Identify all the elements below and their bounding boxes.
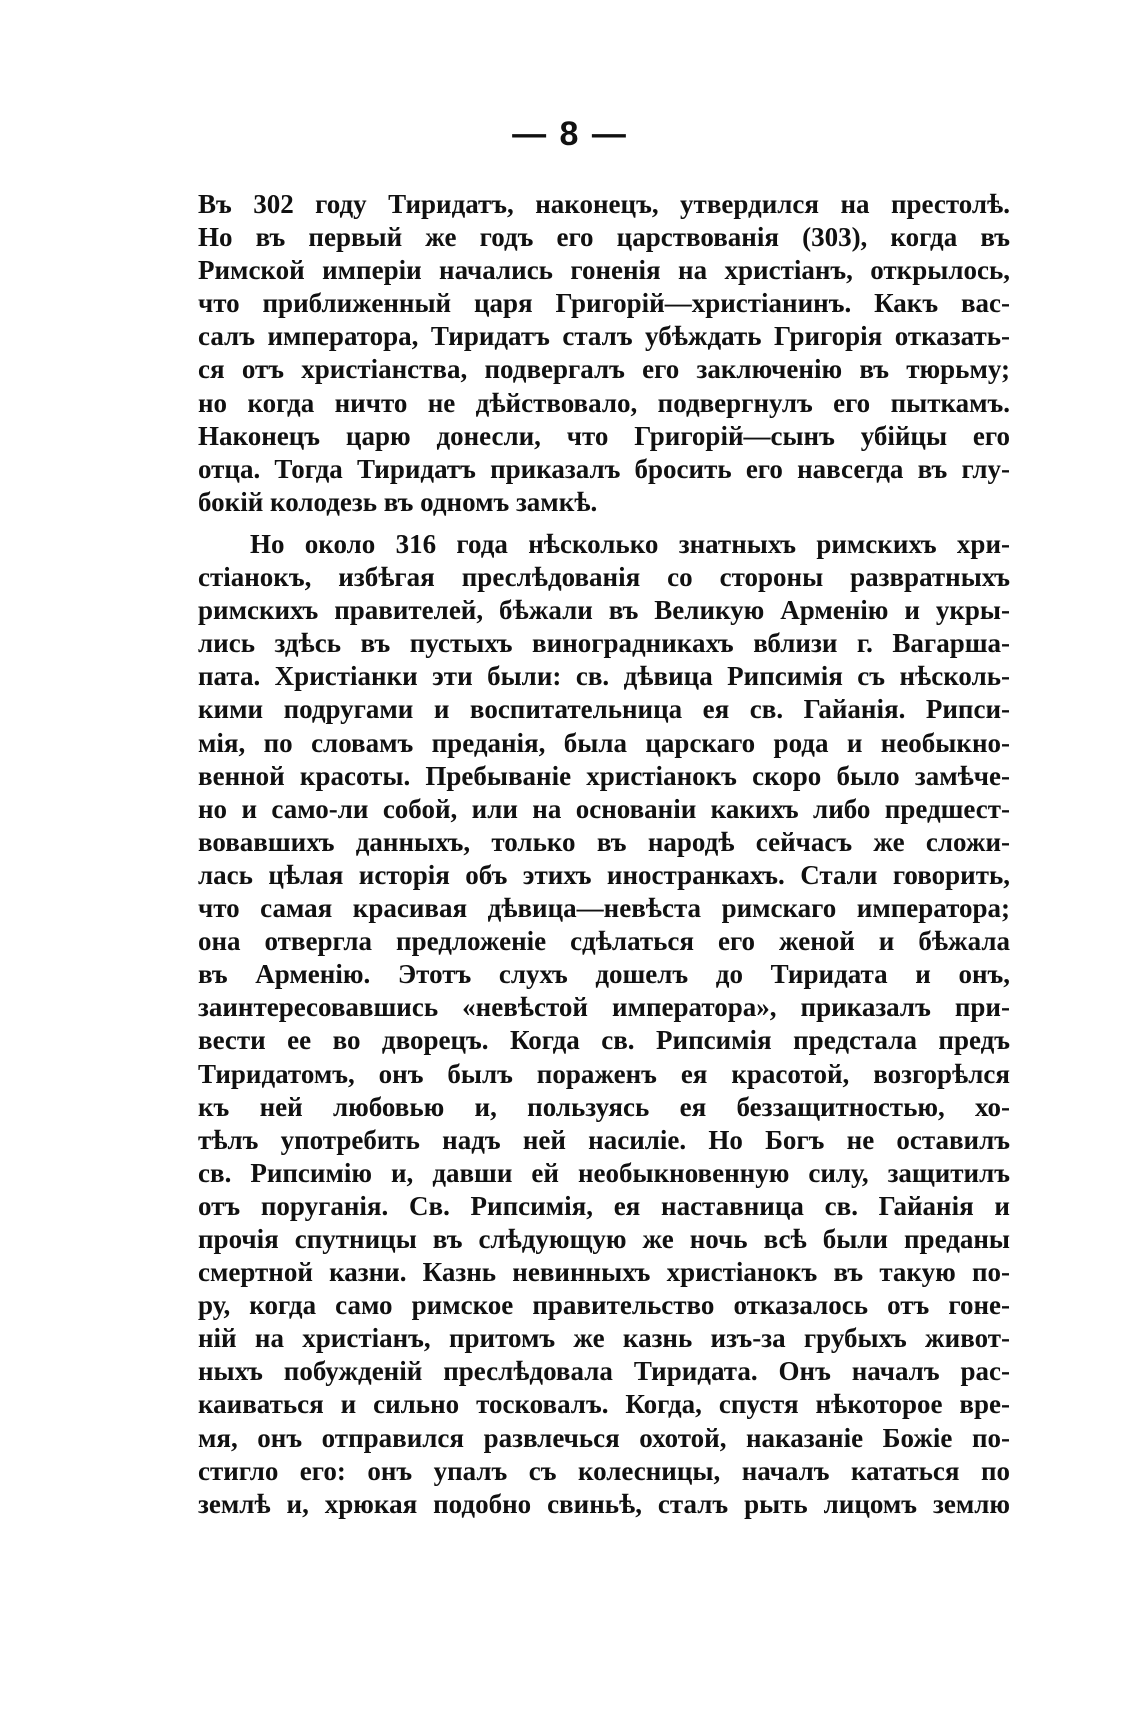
paragraph-line: къ ней любовью и, пользуясь ея беззащитностью, хо- xyxy=(198,1091,1010,1122)
paragraph-line: что приближенный царя Григорій—христіанинъ. Какъ вас- xyxy=(198,288,1010,319)
paragraph-line: венной красоты. Пребываніе христіанокъ скоро было замѣче- xyxy=(198,760,1010,791)
paragraph-2 xyxy=(198,528,1010,1521)
paragraph-line: Наконецъ царю донесли, что Григорій—сынъ убійцы его xyxy=(198,420,1010,451)
paragraph-line: ся отъ христіанства, подвергалъ его заключенію въ тюрьму; xyxy=(198,354,1010,385)
paragraph-line: бокій колодезь въ одномъ замкѣ. xyxy=(198,486,598,517)
paragraph-line: вести ее во дворецъ. Когда св. Рипсимія предстала предъ xyxy=(198,1025,1010,1056)
paragraph-line: ныхъ побужденій преслѣдовала Тиридата. Онъ началъ рас- xyxy=(198,1356,1010,1387)
paragraph-line: отъ поруганія. Св. Рипсимія, ея наставница св. Гайанія и xyxy=(198,1190,1010,1221)
paragraph-line: землѣ и, хрюкая подобно свиньѣ, сталъ рыть лицомъ землю xyxy=(198,1488,1010,1519)
paragraph-line: въ Арменію. Этотъ слухъ дошелъ до Тиридата и онъ, xyxy=(198,959,1010,990)
paragraph-line: римскихъ правителей, бѣжали въ Великую Арменію и укры- xyxy=(198,595,1010,626)
paragraph-line: св. Рипсимію и, давши ей необыкновенную силу, защитилъ xyxy=(198,1157,1010,1188)
page-number: — 8 — xyxy=(512,115,628,153)
paragraph-line: пата. Христіанки эти были: св. дѣвица Рипсимія съ нѣсколь- xyxy=(198,661,1010,692)
paragraph-line: смертной казни. Казнь невинныхъ христіанокъ въ такую по- xyxy=(198,1257,1010,1288)
paragraph-line: что самая красивая дѣвица—невѣста римскаго императора; xyxy=(198,893,1010,924)
paragraph-line: салъ императора, Тиридатъ сталъ убѣждать Григорія отказать- xyxy=(198,321,1010,352)
paragraph-line: лись здѣсь въ пустыхъ виноградникахъ вблизи г. Вагарша- xyxy=(198,628,1010,659)
paragraph-line: Въ 302 году Тиридатъ, наконецъ, утвердился на престолѣ. xyxy=(198,189,1010,219)
paragraph-line: мя, онъ отправился развлечься охотой, наказаніе Божіе по- xyxy=(198,1422,1010,1453)
paragraph-line: отца. Тогда Тиридатъ приказалъ бросить его навсегда въ глу- xyxy=(198,453,1010,484)
paragraph-line: стигло его: онъ упалъ съ колесницы, началъ кататься по xyxy=(198,1455,1010,1486)
paragraph-line: лась цѣлая исторія объ этихъ иностранкахъ. Стали говорить, xyxy=(198,859,1010,890)
paragraph-line: стіанокъ, избѣгая преслѣдованія со стороны развратныхъ xyxy=(198,562,1010,593)
paragraph-line: вовавшихъ данныхъ, только въ народѣ сейчасъ же сложи- xyxy=(198,826,1010,857)
paragraph-1 xyxy=(198,188,1010,519)
paragraph-line: каиваться и сильно тосковалъ. Когда, спустя нѣкоторое вре- xyxy=(198,1389,1010,1420)
paragraph-line: заинтересовавшись «невѣстой императора», приказалъ при- xyxy=(198,992,1010,1023)
paragraph-line: но когда ничто не дѣйствовало, подвергнулъ его пыткамъ. xyxy=(198,387,1010,418)
paragraph-line: прочія спутницы въ слѣдующую же ночь всѣ были преданы xyxy=(198,1223,1010,1254)
paragraph-line: она отвергла предложеніе сдѣлаться его женой и бѣжала xyxy=(198,926,1010,957)
paragraph-line: Тиридатомъ, онъ былъ пораженъ ея красотой, возгорѣлся xyxy=(198,1058,1010,1089)
paragraph-line: ру, когда само римское правительство отказалось отъ гоне- xyxy=(198,1290,1010,1321)
paragraph-line: мія, по словамъ преданія, была царскаго рода и необыкно- xyxy=(198,727,1010,758)
paragraph-line: но и само-ли собой, или на основаніи какихъ либо предшест- xyxy=(198,793,1010,824)
paragraph-line: ній на христіанъ, притомъ же казнь изъ-за грубыхъ живот- xyxy=(198,1323,1010,1354)
paragraph-line: кими подругами и воспитательница ея св. Гайанія. Рипси- xyxy=(198,694,1010,725)
paragraph-line: Но около 316 года нѣсколько знатныхъ римскихъ хри- xyxy=(250,529,1010,559)
paragraph-line: Но въ первый же годъ его царствованія (303), когда въ xyxy=(198,222,1010,253)
paragraph-line: тѣлъ употребить надъ ней насиліе. Но Богъ не оставилъ xyxy=(198,1124,1010,1155)
paragraph-line: Римской имперіи начались гоненія на христіанъ, открылось, xyxy=(198,255,1010,286)
